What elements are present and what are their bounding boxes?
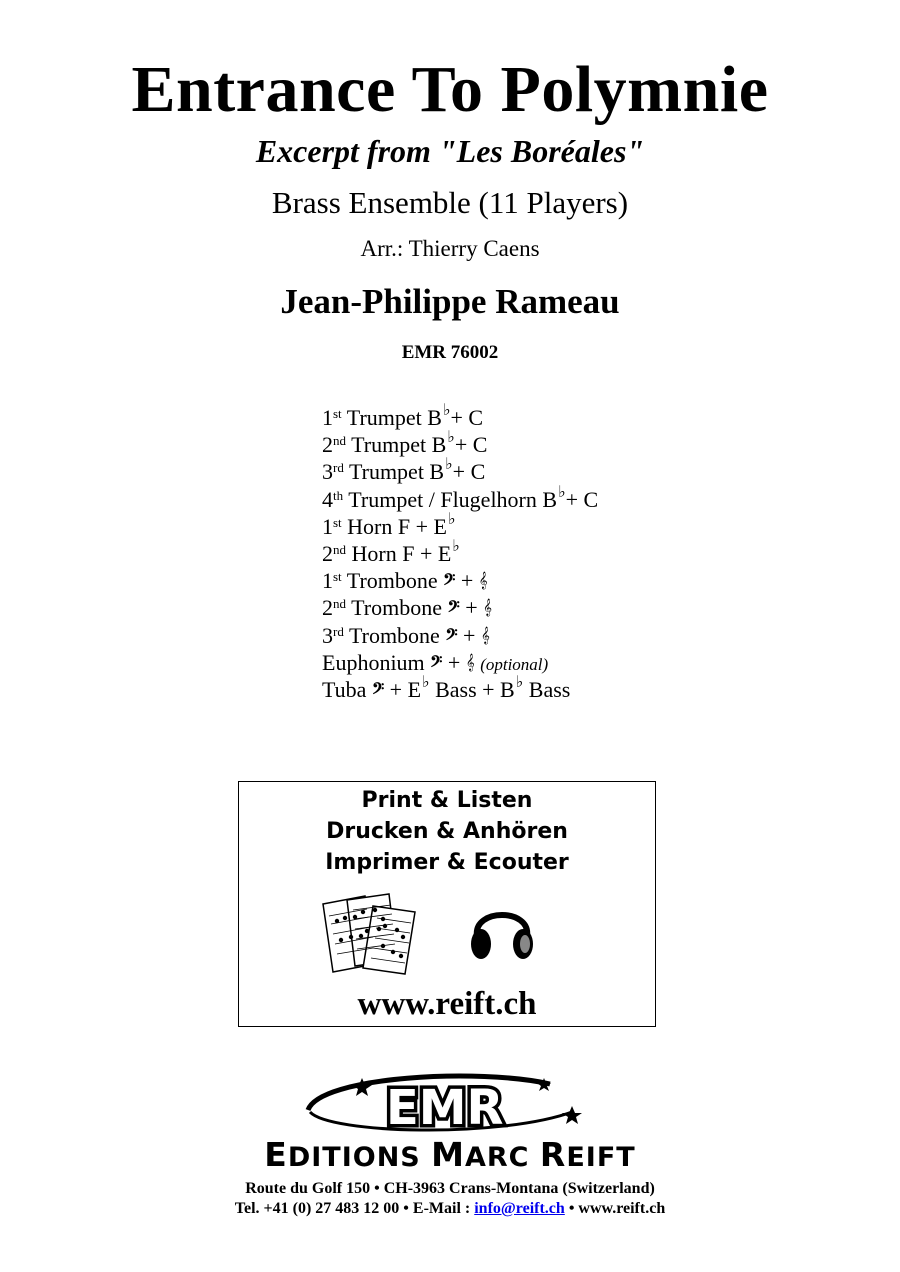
emr-logo: [300, 1072, 590, 1138]
flat-symbol: ♭: [447, 510, 456, 528]
instrument-item: 2nd Trumpet B♭+ C: [322, 429, 488, 458]
promo-website-link[interactable]: www.reift.ch: [357, 986, 537, 1022]
headphones-icon: [467, 894, 537, 966]
promo-line-german: Drucken & Anhören: [326, 819, 568, 844]
flat-symbol: ♭: [422, 673, 430, 691]
print-listen-box: [238, 781, 656, 1027]
instrument-item: 2nd Trombone 𝄢 + 𝄞: [322, 595, 492, 621]
instrument-item: 3rd Trumpet B♭+ C: [322, 456, 486, 485]
treble-clef-icon: 𝄞: [478, 571, 488, 590]
publisher-contact: [0, 1198, 900, 1220]
bass-clef-icon: 𝄢: [445, 625, 458, 648]
optional-note: (optional): [480, 654, 549, 674]
promo-line-english: Print & Listen: [361, 788, 533, 813]
instrument-list: [322, 404, 742, 703]
bass-clef-icon: 𝄢: [430, 652, 443, 675]
instrument-item: Euphonium 𝄢 + 𝄞 (optional): [322, 649, 549, 675]
ensemble-label: Brass Ensemble (11 Players): [271, 185, 629, 220]
promo-line-french: Imprimer & Ecouter: [325, 850, 569, 875]
flat-symbol: ♭: [558, 483, 566, 501]
bass-clef-icon: 𝄢: [447, 598, 460, 621]
flat-symbol: ♭: [447, 429, 455, 447]
sheet-music-icon: [313, 890, 425, 976]
piece-title: Entrance To Polymnie: [131, 53, 769, 126]
instrument-item: Tuba 𝄢 + E♭ Bass + B♭ Bass: [322, 673, 571, 702]
piece-subtitle: Excerpt from "Les Boréales": [255, 133, 645, 169]
emr-logo-text: EMR: [386, 1080, 504, 1136]
bass-clef-icon: 𝄢: [371, 679, 385, 702]
instrument-item: 4th Trumpet / Flugelhorn B♭+ C: [322, 483, 599, 512]
treble-clef-icon: 𝄞: [465, 652, 475, 671]
treble-clef-icon: 𝄞: [483, 598, 492, 617]
flat-symbol: ♭: [515, 673, 524, 691]
flat-symbol: ♭: [442, 402, 451, 419]
phone-label: Tel. +41 (0) 27 483 12 00 • E-Mail :: [234, 1200, 471, 1217]
bass-clef-icon: 𝄢: [443, 571, 456, 594]
composer-name: Jean-Philippe Rameau: [280, 282, 620, 321]
instrument-item: 2nd Horn F + E♭: [322, 537, 460, 566]
flat-symbol: ♭: [445, 456, 453, 474]
instrument-item: 1st Trumpet B♭+ C: [322, 402, 484, 430]
catalog-number: EMR 76002: [401, 342, 499, 363]
publisher-name: EDITIONS MARC REIFT: [264, 1135, 636, 1174]
instrument-item: 1st Trombone 𝄢 + 𝄞: [322, 568, 488, 594]
flat-symbol: ♭: [452, 537, 460, 555]
email-link[interactable]: info@reift.ch: [474, 1200, 565, 1217]
instrument-item: 3rd Trombone 𝄢 + 𝄞: [322, 622, 490, 648]
treble-clef-icon: 𝄞: [480, 625, 490, 644]
instrument-item: 1st Horn F + E♭: [322, 510, 456, 539]
arranger-label: Arr.: Thierry Caens: [360, 236, 540, 261]
website-label: • www.reift.ch: [568, 1200, 666, 1217]
publisher-address: Route du Golf 150 • CH-3963 Crans-Montana (Switzerland): [245, 1180, 655, 1197]
